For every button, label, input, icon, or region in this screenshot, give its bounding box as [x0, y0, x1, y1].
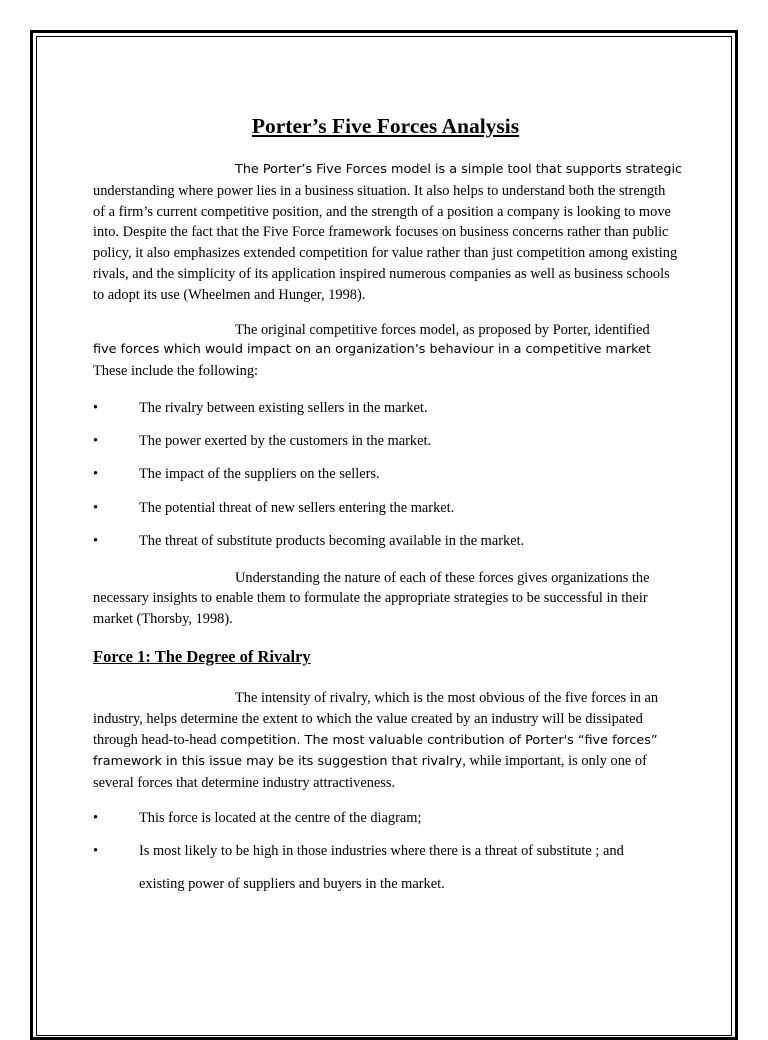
list-item-text: The rivalry between existing sellers in the market.	[139, 399, 428, 416]
bullet-icon: •	[93, 843, 99, 860]
document-body	[93, 112, 683, 895]
list-item-text: The power exerted by the customers in the market.	[139, 433, 432, 450]
force1-heading: Force 1: The Degree of Rivalry	[93, 646, 311, 666]
list-item-text: This force is located at the centre of the diagram;	[139, 809, 422, 826]
bullet-icon: •	[93, 499, 99, 516]
original-tail-visible: These include the following:	[93, 363, 259, 380]
intro-paragraph	[93, 160, 683, 306]
bullet-icon: •	[93, 466, 99, 483]
rivalry-text-3: , while important, is only one of several forces that determine industry attractiveness.	[93, 753, 647, 792]
understanding-paragraph: Understanding the nature of each of these forces gives organizations the necessary insights to enable them to formulate the appropriate strategies to be successful in their market (Thorsby, 1998).	[93, 569, 650, 628]
list-item	[93, 841, 678, 862]
bullet-icon: •	[93, 433, 99, 450]
list-item	[93, 808, 678, 829]
list-item-text: Is most likely to be high in those industries where there is a threat of substitute ; and	[139, 843, 624, 860]
rivalry-paragraph	[93, 688, 678, 794]
bullet-icon: •	[93, 399, 99, 416]
list-item-text: The impact of the suppliers on the sellers.	[139, 466, 380, 483]
list-item	[93, 498, 678, 519]
forces-list	[93, 398, 678, 552]
intro-rest: understanding where power lies in a business situation. It also helps to understand both the strength of a firm’s current competitive position, and the strength of a position a company is looking to move into. Despite the fact that the Five Force framework focuses on business concerns rather than public policy, it also emphasizes extended competition for value rather than just competition among existing rivals, and the simplicity of its application inspired numerous companies as well as business schools to adopt its use (Wheelmen and Hunger, 1998).	[93, 182, 678, 303]
rivalry-continuation: existing power of suppliers and buyers in the market.	[139, 875, 445, 892]
original-lead: The original competitive forces model, as proposed by Porter, identified	[235, 321, 650, 338]
document-title: Porter’s Five Forces Analysis	[251, 114, 520, 138]
list-item	[93, 464, 678, 485]
list-item-text: The threat of substitute products becoming available in the market.	[139, 532, 525, 549]
rivalry-list	[93, 808, 678, 862]
bullet-icon: •	[93, 532, 99, 549]
rivalry-text-2: competition. The most valuable contribution of Porter's “five forces” framework in this issue may be its suggestion that rivalry	[93, 732, 658, 770]
list-item	[93, 531, 678, 552]
list-item	[93, 431, 678, 452]
list-item-text: The potential threat of new sellers entering the market.	[139, 499, 455, 516]
intro-lead: The Porter’s Five Forces model is a simple tool that supports strategic	[235, 162, 683, 177]
original-model-paragraph	[93, 320, 678, 382]
list-item	[93, 398, 678, 419]
bullet-icon: •	[93, 809, 99, 826]
original-mid: five forces which would impact on an organization’s behaviour in a competitive market	[93, 342, 651, 358]
rivalry-text-1: The intensity of rivalry, which is the most obvious of the five forces in an industry, helps determine the extent to which the value created by an industry will be dissipated through head-to-head	[93, 689, 659, 748]
